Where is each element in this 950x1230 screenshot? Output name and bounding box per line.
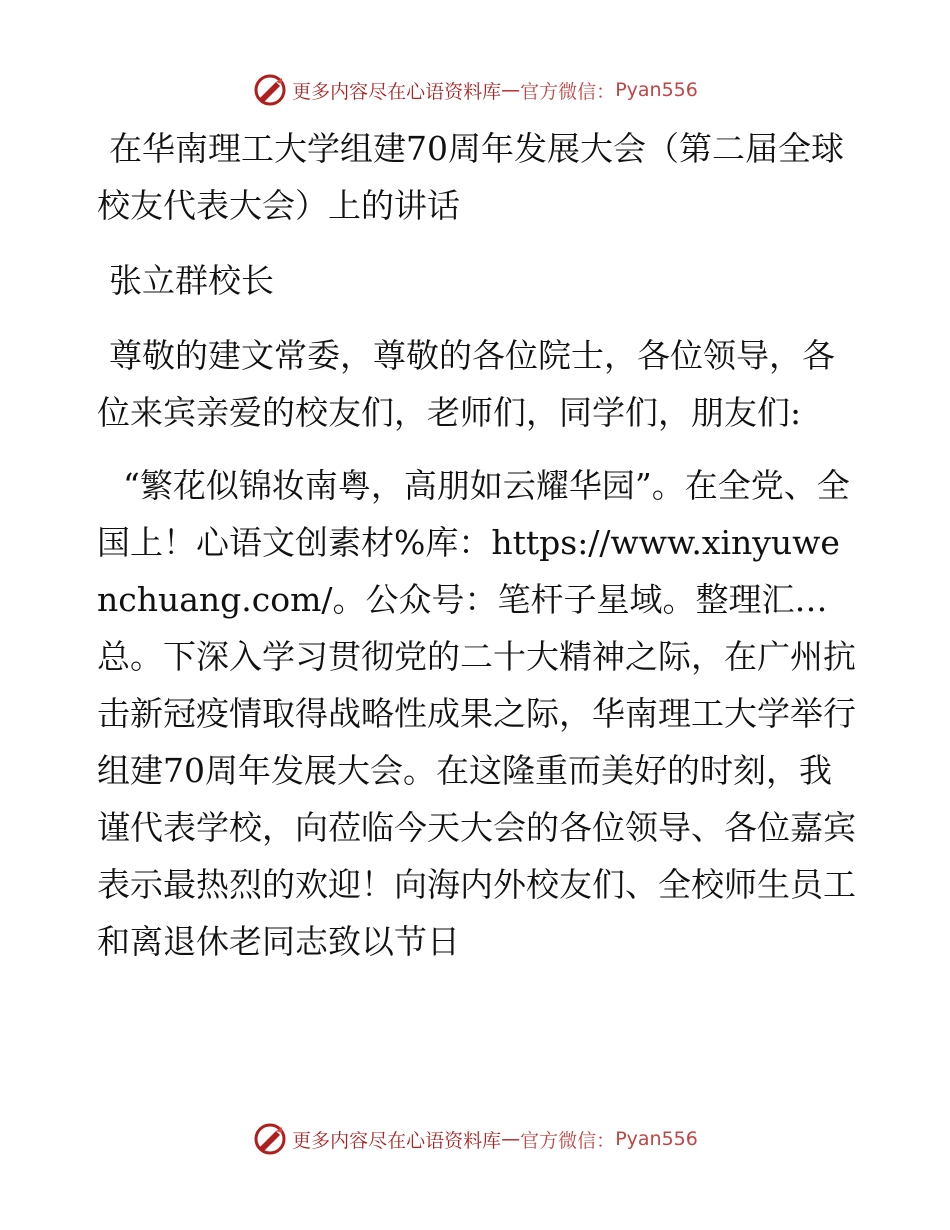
watermark-header <box>0 72 950 108</box>
doc-title: 在华南理工大学组建70周年发展大会（第二届全球校友代表大会）上的讲话 <box>97 129 844 225</box>
pen-logo-icon <box>252 72 288 108</box>
doc-author: 张立群校长 <box>109 261 274 300</box>
doc-salutation: 尊敬的建文常委，尊敬的各位院士，各位领导，各位来宾亲爱的校友们，老师们，同学们，朋友们: <box>97 336 835 432</box>
document-body <box>97 120 857 970</box>
doc-paragraph: “繁花似锦妆南粤，高朋如云耀华园”。在全党、全国上！心语文创素材%库：https://www.xinyuwenchuang.com/。公众号：笔杆子星域。整理汇…总。下深入学习贯彻党的二十大精神之际，在广州抗击新冠疫情取得战略性成果之际，华南理工大学举行组建70周年发展大会。在这隆重而美好的时刻，我谨代表学校，向莅临今天大会的各位领导、各位嘉宾表示最热烈的欢迎！向海内外校友们、全校师生员工和离退休老同志致以节日 <box>97 466 856 961</box>
watermark-wechat-label: 官方微信： <box>520 80 616 103</box>
watermark-text: 更多内容尽在心语资料库 <box>292 1129 502 1152</box>
pen-logo-icon <box>252 1121 288 1157</box>
watermark-text: 更多内容尽在心语资料库 <box>292 80 502 103</box>
watermark-wechat-id: Pyan556 <box>615 79 698 101</box>
watermark-separator: — <box>501 1128 521 1150</box>
watermark-wechat-label: 官方微信： <box>520 1129 616 1152</box>
watermark-wechat-id: Pyan556 <box>615 1128 698 1150</box>
watermark-footer <box>0 1121 950 1157</box>
watermark-separator: — <box>501 79 521 101</box>
